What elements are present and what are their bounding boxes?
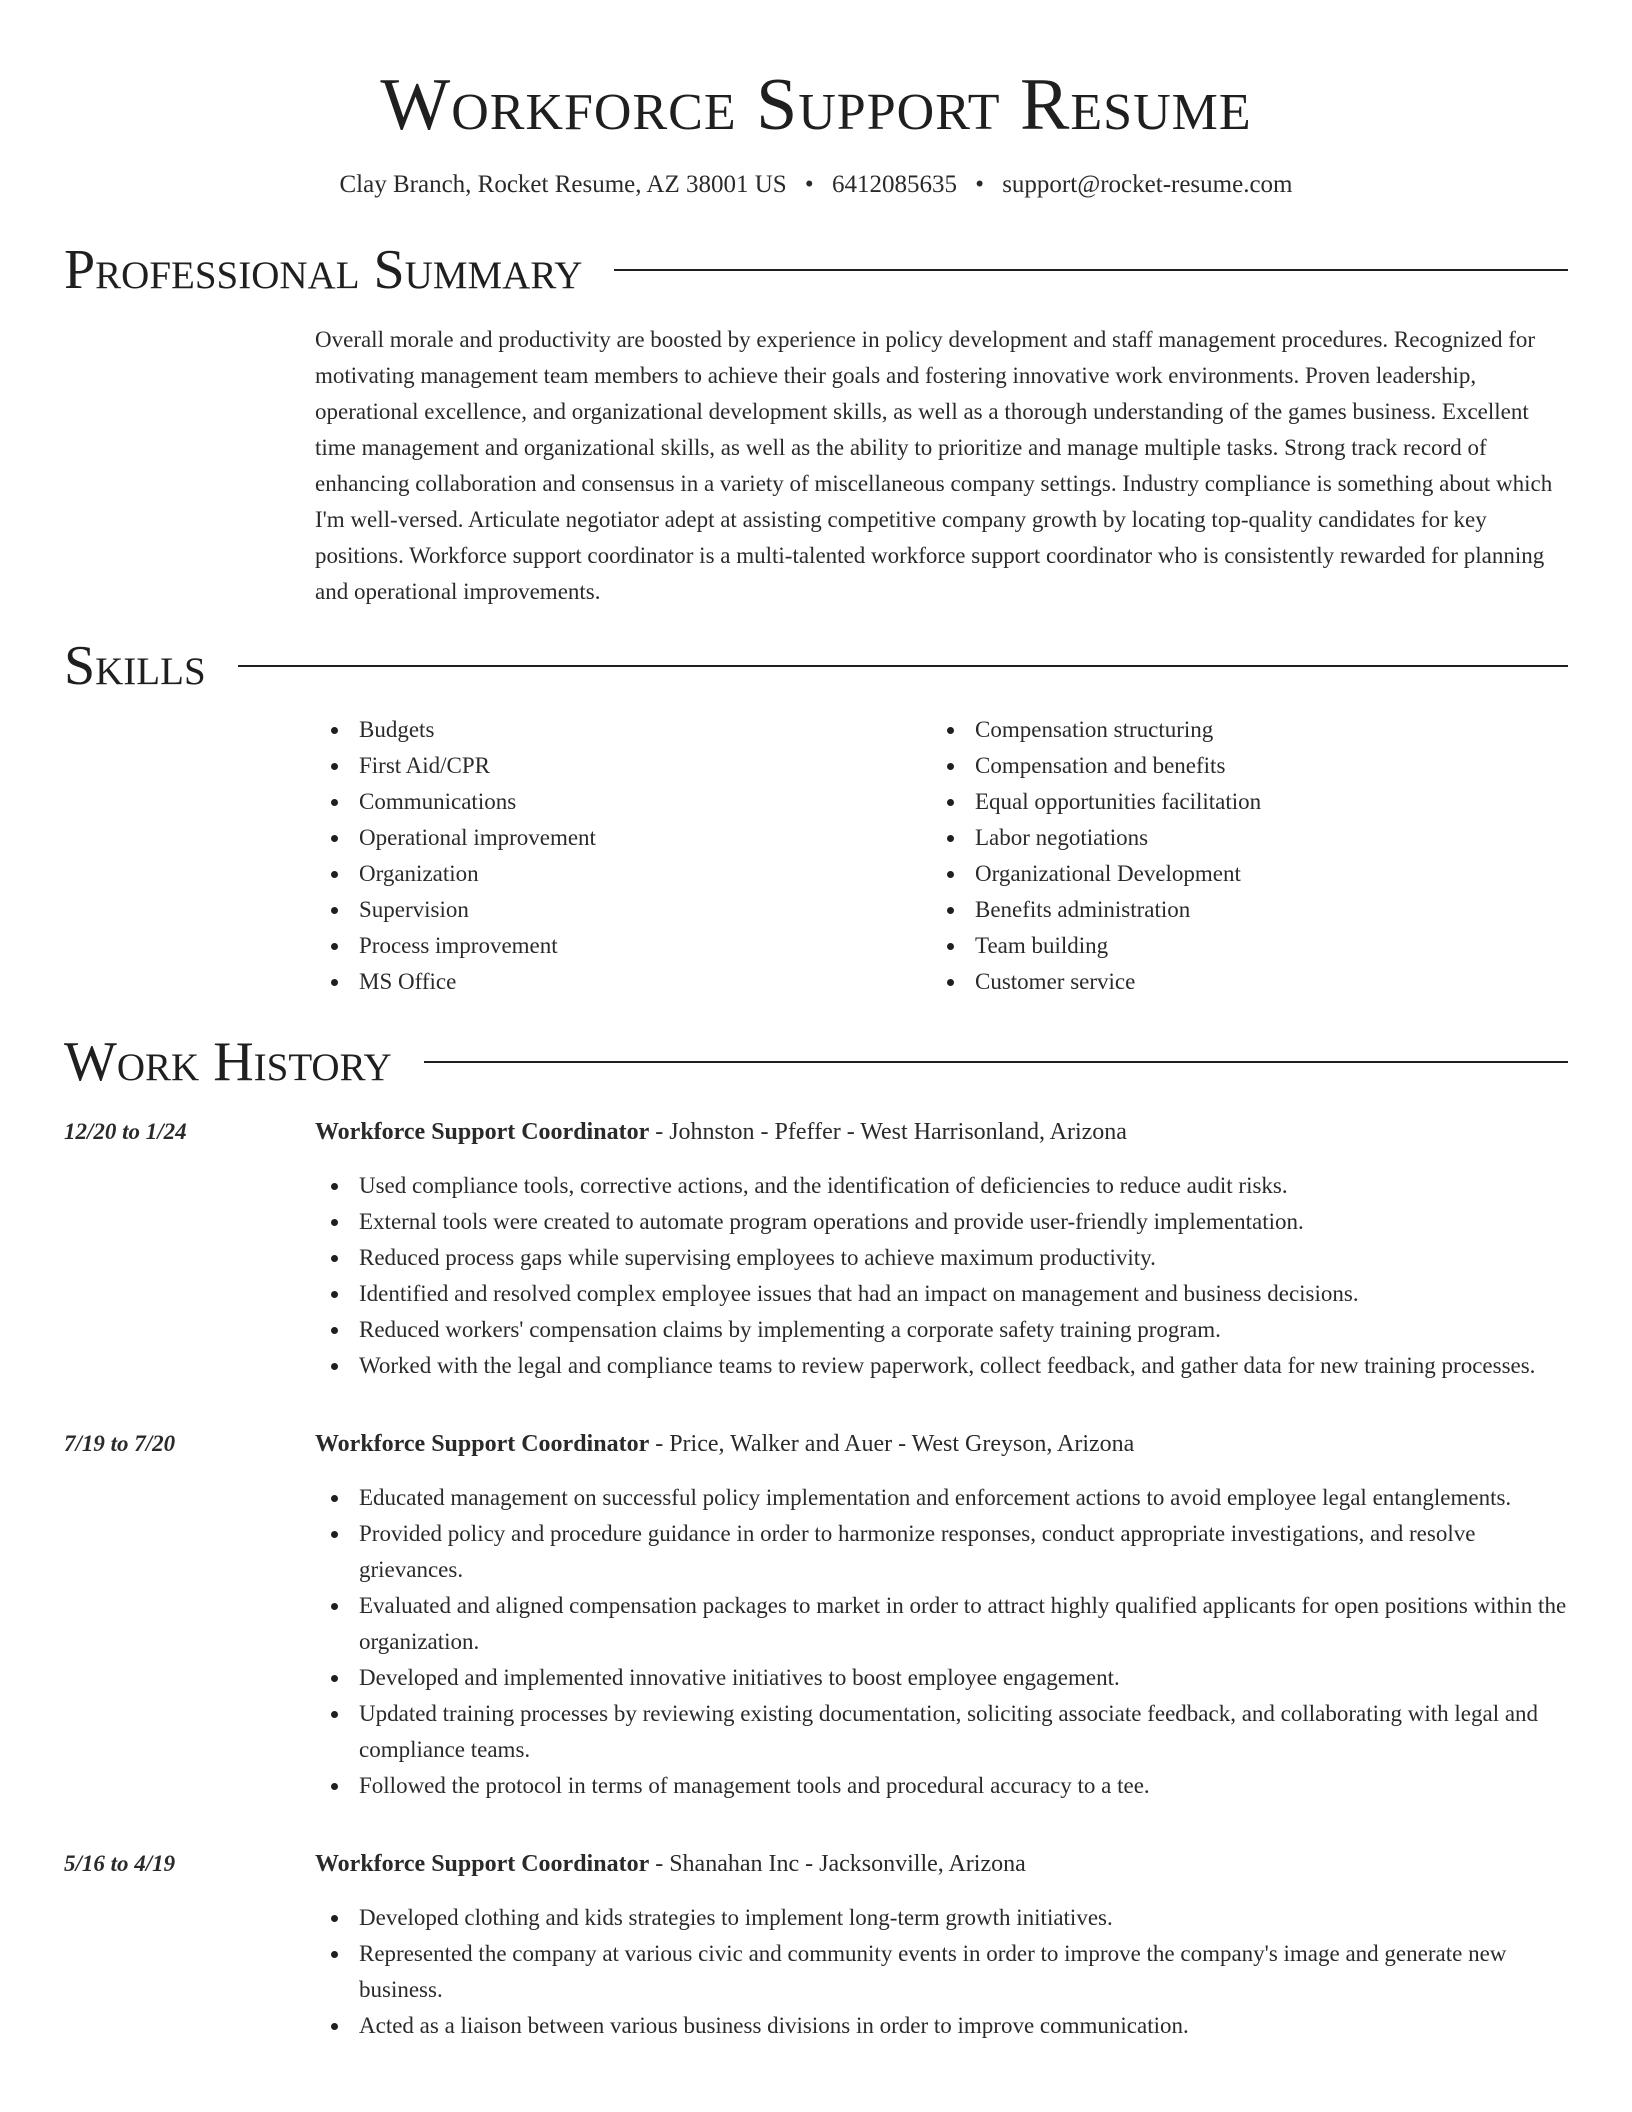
resume-page [64,0,1568,2044]
contact-separator: • [975,171,984,198]
job-entry [64,1426,1568,1804]
skill-item: Team building [931,928,1547,964]
job-bullet: Reduced workers' compensation claims by implementing a corporate safety training program. [315,1312,1568,1348]
job-bullet: Followed the protocol in terms of management tools and procedural accuracy to a tee. [315,1768,1568,1804]
job-bullet: Acted as a liaison between various business divisions in order to improve communication. [315,2008,1568,2044]
job-bullet: External tools were created to automate program operations and provide user-friendly implementation. [315,1204,1568,1240]
skill-item: Customer service [931,964,1547,1000]
job-bullet: Developed and implemented innovative initiatives to boost employee engagement. [315,1660,1568,1696]
contact-separator: • [804,171,814,198]
job-bullet: Worked with the legal and compliance teams to review paperwork, collect feedback, and gather data for new training processes. [315,1348,1568,1384]
summary-text: Overall morale and productivity are boosted by experience in policy development and staff management procedures. Recognized for motivating management team members to achieve their goals and fostering innovative work environments. Proven leadership, operational excellence, and organizational development skills, as well as a thorough understanding of the games business. Excellent time management and organizational skills, as well as the ability to prioritize and manage multiple tasks. Strong track record of enhancing collaboration and consensus in a variety of miscellaneous company settings. Industry compliance is something about which I'm well-versed. Articulate negotiator adept at assisting competitive company growth by locating top-quality candidates for key positions. Workforce support coordinator is a multi-talented workforce support coordinator who is consistently rewarded for planning and operational improvements. [315,327,1553,604]
job-bullet: Developed clothing and kids strategies to implement long-term growth initiatives. [315,1900,1568,1936]
skill-item: Compensation structuring [931,712,1547,748]
job-entry [64,1846,1568,2044]
resume-title: Workforce Support Resume [380,64,1252,146]
skill-item: Benefits administration [931,892,1547,928]
job-role: Workforce Support Coordinator [315,1431,650,1457]
skill-item: Labor negotiations [931,820,1547,856]
skill-item: Operational improvement [315,820,931,856]
job-details: - Johnston - Pfeffer - West Harrisonland, Arizona [649,1119,1127,1145]
skill-item: Process improvement [315,928,931,964]
contact-phone: 6412085635 [831,171,957,198]
contact-line [64,168,1568,202]
job-dates: 5/16 to 4/19 [64,1851,176,1876]
contact-address: Clay Branch, Rocket Resume, AZ 38001 US [339,171,787,198]
job-bullets [315,1480,1568,1804]
skills-list [315,712,1568,1000]
skills-column-right [931,712,1547,1000]
section-divider [424,1061,1568,1063]
job-dates: 7/19 to 7/20 [64,1431,176,1456]
skills-heading: Skills [64,635,206,697]
job-bullet: Updated training processes by reviewing existing documentation, soliciting associate feedback, and collaborating with legal and compliance teams. [315,1696,1568,1768]
job-bullet: Evaluated and aligned compensation packages to market in order to attract highly qualified applicants for open positions within the organization. [315,1588,1568,1660]
skill-item: First Aid/CPR [315,748,931,784]
skills-section-header [64,634,1568,698]
job-bullet: Represented the company at various civic and community events in order to improve the company's image and generate new business. [315,1936,1568,2008]
skill-item: Compensation and benefits [931,748,1547,784]
skill-item: Equal opportunities facilitation [931,784,1547,820]
skills-column-left [315,712,931,1000]
summary-heading: Professional Summary [64,239,583,301]
job-bullet: Provided policy and procedure guidance in order to harmonize responses, conduct appropriate investigations, and resolve grievances. [315,1516,1568,1588]
work-history-heading: Work History [64,1031,392,1093]
skill-item: Supervision [315,892,931,928]
skill-item: Organizational Development [931,856,1547,892]
skill-item: Budgets [315,712,931,748]
job-header [315,1846,1568,1882]
job-body [315,1114,1568,1384]
job-role: Workforce Support Coordinator [315,1851,650,1877]
summary-section-header [64,238,1568,302]
job-details: - Price, Walker and Auer - West Greyson, Arizona [649,1431,1135,1457]
work-history-section-header [64,1030,1568,1094]
section-divider [238,665,1568,667]
job-header [315,1114,1568,1150]
job-bullet: Reduced process gaps while supervising employees to achieve maximum productivity. [315,1240,1568,1276]
job-body [315,1426,1568,1804]
job-dates: 12/20 to 1/24 [64,1119,187,1144]
job-header [315,1426,1568,1462]
skill-item: MS Office [315,964,931,1000]
contact-email: support@rocket-resume.com [1002,171,1293,198]
skill-item: Communications [315,784,931,820]
skill-item: Organization [315,856,931,892]
job-bullets [315,1900,1568,2044]
job-body [315,1846,1568,2044]
job-bullets [315,1168,1568,1384]
job-role: Workforce Support Coordinator [315,1119,650,1145]
job-bullet: Identified and resolved complex employee issues that had an impact on management and business decisions. [315,1276,1568,1312]
job-details: - Shanahan Inc - Jacksonville, Arizona [649,1851,1026,1877]
section-divider [614,269,1568,271]
job-entry [64,1114,1568,1384]
job-bullet: Educated management on successful policy implementation and enforcement actions to avoid employee legal entanglements. [315,1480,1568,1516]
job-bullet: Used compliance tools, corrective actions, and the identification of deficiencies to reduce audit risks. [315,1168,1568,1204]
